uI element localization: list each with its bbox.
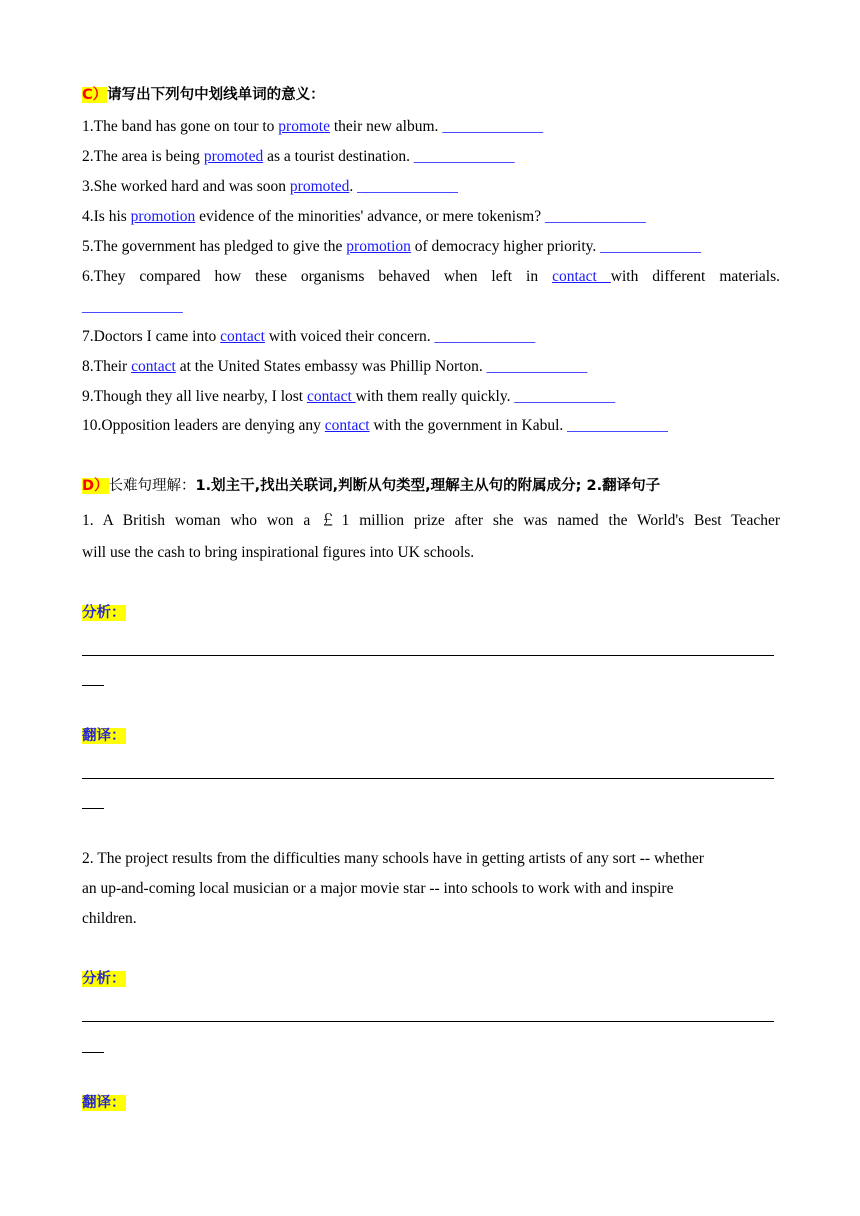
section-d-heading [82, 476, 660, 496]
item-text: evidence of the minorities' advance, or mere tokenism? [195, 208, 545, 225]
answer-blank[interactable]: _____________ [413, 148, 515, 165]
item-text: 10.Opposition leaders are denying any [82, 417, 325, 434]
translation-answer-line-1[interactable] [82, 778, 774, 779]
analysis-answer-line-2[interactable] [82, 1021, 774, 1022]
sentence-2-line-2: an up-and-coming local musician or a major movie star -- into schools to work with and inspire [82, 880, 674, 897]
answer-blank[interactable]: _____________ [544, 208, 646, 225]
answer-blank[interactable]: _____________ [82, 298, 183, 315]
vocab-word: promote [278, 118, 330, 135]
analysis-label-text: 分析： [82, 971, 126, 987]
section-d-instructions: 1.划主干,找出关联词,判断从句类型,理解主从句的附属成分; 2.翻译句子 [195, 478, 661, 494]
translation-answer-line-1-end [82, 808, 104, 809]
item-text: 9.Though they all live nearby, I lost [82, 388, 307, 405]
analysis-label-text: 分析： [82, 605, 126, 621]
translation-label-2 [82, 1093, 126, 1113]
item-text: with voiced their concern. [264, 328, 435, 345]
vocab-word: promotion [130, 208, 196, 225]
item-text: 1.The band has gone on tour to [82, 118, 279, 135]
answer-blank[interactable]: _____________ [357, 178, 458, 195]
section-c-letter: C） [82, 87, 108, 103]
sentence-1-line-2: will use the cash to bring inspirational figures into UK schools. [82, 544, 475, 561]
vocab-word: contact [552, 268, 611, 285]
vocab-item-7 [82, 327, 535, 347]
answer-blank[interactable]: _____________ [442, 118, 544, 135]
translation-label-text: 翻译： [82, 1095, 126, 1111]
translation-label-text: 翻译： [82, 728, 126, 744]
section-c-heading [82, 85, 325, 105]
analysis-label-1 [82, 603, 126, 623]
section-d-letter: D） [82, 478, 109, 494]
item-text: 6.They compared how these organisms behaved when left in [82, 268, 553, 285]
vocab-word: contact [324, 417, 370, 434]
vocab-item-4 [82, 207, 646, 227]
section-c-title: 请写出下列句中划线单词的意义： [107, 87, 325, 103]
vocab-item-6-blank-line [82, 297, 183, 317]
vocab-word: contact [131, 358, 176, 375]
vocab-word: promoted [289, 178, 350, 195]
analysis-answer-line-1-end [82, 685, 104, 686]
sentence-2-line-3: children. [82, 910, 137, 927]
vocab-word: contact [220, 328, 265, 345]
item-text: of democracy higher priority. [410, 238, 601, 255]
item-text: 7.Doctors I came into [82, 328, 221, 345]
vocab-item-2 [82, 147, 515, 167]
vocab-item-10 [82, 416, 668, 436]
item-text: as a tourist destination. [263, 148, 414, 165]
answer-blank[interactable]: _____________ [514, 388, 616, 405]
item-text: with them really quickly. [355, 388, 515, 405]
vocab-item-1 [82, 117, 543, 137]
vocab-item-6 [82, 267, 780, 287]
item-text: 5.The government has pledged to give the [82, 238, 347, 255]
answer-blank[interactable]: _____________ [434, 328, 536, 345]
item-text: 2.The area is being [82, 148, 204, 165]
section-d-title: 长难句理解： [108, 478, 196, 494]
vocab-word: promoted [203, 148, 264, 165]
vocab-item-5 [82, 237, 701, 257]
answer-blank[interactable]: _____________ [600, 238, 701, 255]
item-text: with the government in Kabul. [369, 417, 568, 434]
item-text: their new album. [329, 118, 443, 135]
translation-label-1 [82, 726, 126, 746]
analysis-answer-line-2-end [82, 1052, 104, 1053]
analysis-answer-line-1[interactable] [82, 655, 774, 656]
vocab-item-9 [82, 387, 615, 407]
analysis-label-2 [82, 969, 126, 989]
answer-blank[interactable]: _____________ [486, 358, 588, 375]
vocab-word: promotion [346, 238, 411, 255]
item-text: . [349, 178, 358, 195]
item-text: 4.Is his [82, 208, 131, 225]
item-text: 8.Their [82, 358, 132, 375]
answer-blank[interactable]: _____________ [567, 417, 668, 434]
vocab-word: contact [307, 388, 356, 405]
item-text: 3.She worked hard and was soon [82, 178, 290, 195]
vocab-item-8 [82, 357, 587, 377]
sentence-1-line-1: 1. A British woman who won a ￡1 million prize after she was named the World's Best Teacher [82, 512, 780, 529]
vocab-item-3 [82, 177, 458, 197]
item-text: with different materials. [610, 268, 781, 285]
sentence-2-line-1: 2. The project results from the difficulties many schools have in getting artists of any sort -- whether [82, 850, 704, 867]
item-text: at the United States embassy was Phillip Norton. [175, 358, 487, 375]
